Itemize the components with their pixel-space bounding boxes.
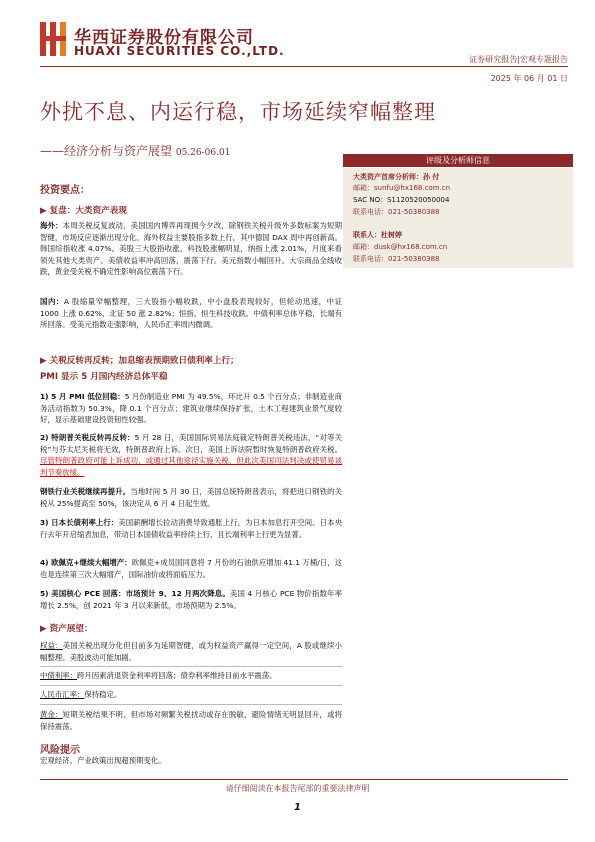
event-pmi-text: 5 月份制造业 PMI 为 49.5%，环比升 0.5 个百分点；非制造业商务活动指数为 50.3%，降 0.1 个百分点；建筑业继续保持扩张，土木工程建筑业景气度较好，显示基础建设投资韧性较强。	[40, 392, 342, 425]
domestic-paragraph	[40, 296, 342, 331]
event-japan	[40, 517, 342, 540]
section-outlook-heading: ▶ 资产展望：	[40, 624, 93, 634]
event-pce-highlight: 市场预计 9、12 月两次降息。	[125, 589, 230, 598]
event-pce	[40, 588, 342, 611]
analyst1-title: 大类资产首席分析师：孙 付	[353, 173, 440, 181]
page-number: 1	[294, 802, 301, 813]
page-title: 外扰不息、内运行稳，市场延续窄幅整理	[40, 100, 436, 124]
analyst2-phone: 联系电话：021-50380388	[353, 255, 440, 263]
outlook-fx-text: 保持稳定。	[84, 690, 122, 699]
event-opec-lead: 4) 欧佩克+继续大幅增产：	[40, 558, 132, 567]
event-japan-text: 美国薪酬增长拉动消费导致通胀上行，为日本加息打开空间。日本央行去年开启缩表加息，带动日本国债收益率持续上行，且长端利率上行更为显著。	[40, 518, 342, 539]
domestic-lead: 国内：	[40, 297, 64, 306]
section-events-heading-2: PMI 显示 5 月国内经济总体平稳	[40, 372, 168, 382]
subtitle-text: ——经济分析与资产展望	[40, 144, 173, 158]
outlook-bond-text: 跨月因素消退资金利率将回落；债券利率维持目前水平震荡。	[76, 671, 277, 680]
sidebar-header: 评级及分析师信息	[343, 154, 573, 167]
section-events-heading-1: ▶ 关税反转再反转；加息缩表预期致日债利率上行；	[40, 356, 239, 366]
risk-heading: 风险提示	[40, 745, 80, 756]
report-date: 2025 年 06 月 01 日	[490, 74, 568, 83]
analyst1-email[interactable]: 邮箱：sunfu@hx168.com.cn	[353, 184, 451, 192]
event-pce-text: 美国 4 月核心 PCE 物价指数年率增长 2.5%，创 2021 年 3 月以来新低，市场预期为 2.5%。	[40, 589, 342, 610]
outlook-gold-lead: 黄金：	[40, 710, 63, 719]
section-review-heading: ▶ 复盘：大类资产表现	[40, 206, 127, 216]
outlook-equity-lead: 权益：	[40, 641, 63, 650]
outlook-fx-lead: 人民币汇率：	[40, 690, 85, 699]
analyst1-phone: 联系电话：021-50380388	[353, 208, 440, 216]
domestic-text: A 股缩量窄幅整理，三大股指小幅收跌，中小盘股表现较好，但轮动迅速，中证 1000 上涨 0.62%、北证 50 涨 2.82%；恒指、恒生科技收跌。中债利率总体平稳，长端有所回落。受美元指数走强影响，人民币汇率周内微调。	[40, 297, 342, 330]
overseas-paragraph	[40, 220, 342, 278]
analyst2-email[interactable]: 邮箱：dusk@hx168.com.cn	[353, 243, 448, 251]
report-type: 证券研究报告|宏观专题报告	[469, 55, 568, 64]
event-tariff-highlight: 尽管特朗普政府可能上诉成功，或通过其他途径实施关税，但此次美国司法判决或使贸易谈判节奏放缓。	[40, 456, 342, 477]
event-japan-lead: 3) 日本长债利率上行：	[40, 518, 119, 527]
divider	[40, 685, 342, 686]
page-subtitle	[40, 142, 230, 159]
company-name-en: HUAXI SECURITIES CO.,LTD.	[74, 44, 285, 58]
divider	[40, 704, 342, 705]
analyst2-title: 联系人：杜树婷	[353, 231, 402, 239]
outlook-bond	[40, 670, 342, 682]
footer-divider	[40, 779, 568, 780]
footer-disclaimer: 请仔细阅读在本报告尾部的重要法律声明	[225, 784, 370, 793]
outlook-equity-text: 美国关税出现分化但目前多为延期智健，或为权益资产赢得一定空间，A 股或继续小幅整理。美股波动可能加剧。	[40, 641, 342, 662]
header-divider	[40, 66, 568, 67]
outlook-fx	[40, 689, 342, 701]
logo-icon	[40, 22, 66, 56]
event-opec-text: 欧佩克+成员国同意将 7 月份的石油供应增加 41.1 万桶/日，这也是连续第三次大幅增产，国际油价或将面临压力。	[40, 558, 342, 579]
key-points-heading: 投资要点：	[40, 185, 90, 196]
subtitle-date: 05.26-06.01	[175, 148, 231, 158]
event-pmi	[40, 391, 342, 426]
event-tariff-lead: 2) 特朗普关税反转再反转：	[40, 433, 135, 442]
overseas-lead: 海外：	[40, 221, 63, 230]
event-pce-lead: 5) 美国核心 PCE 回落：	[40, 589, 126, 598]
risk-text: 宏观经济、产业政策出现超预期变化。	[40, 756, 166, 765]
overseas-text: 本周关税反复波动，美国国内博弈再现拥今夕改，除钢铁关税升级外多数标案为短期智健，市场反应逐渐出现分化。海外权益主要股指多数上行，其中德国 DAX 周中再创新高。韩国综指收涨 4.07%。美股三大股指收涨，科技股涨幅明显，纳指上涨 2.01%，月度来看领先其他大类资产。美债收益率冲高回落，震荡下行。美元指数小幅回升。大宗商品全线收跌，黄金受关税不确定性影响高位震荡下行。	[40, 221, 342, 277]
event-tariff-text: 5 月 28 日，美国国际贸易法庭裁定特朗普关税违法，“对等关税”与芬太尼关税将无效，特朗普政府上诉。次日，美国上诉法院暂时恢复特朗普政府关税。	[40, 433, 342, 454]
outlook-bond-lead: 中债利率：	[40, 671, 77, 680]
outlook-gold	[40, 709, 342, 732]
event-pmi-lead: 1) 5 月 PMI 低位回稳：	[40, 392, 125, 401]
company-name-cn: 华西证券股份有限公司	[74, 28, 254, 48]
event-steel-lead: 钢铁行业关税继续再提升。	[40, 487, 131, 496]
event-opec	[40, 557, 342, 580]
outlook-equity	[40, 640, 342, 663]
divider	[40, 666, 342, 667]
outlook-gold-text: 短期关税结果不明，但市场对频繁关税扰动或存在脱敏，避险情绪无明显回升，或将保持震荡。	[40, 710, 342, 731]
event-steel-text: 当地时间 5 月 30 日，美国总统特朗普表示，将把进口钢铁的关税从 25%提高至 50%，该决定从 6 月 4 日起生效。	[40, 487, 342, 508]
event-steel	[40, 486, 342, 509]
event-tariff	[40, 432, 342, 478]
analyst1-sac: SAC NO：S1120520050004	[353, 196, 450, 204]
